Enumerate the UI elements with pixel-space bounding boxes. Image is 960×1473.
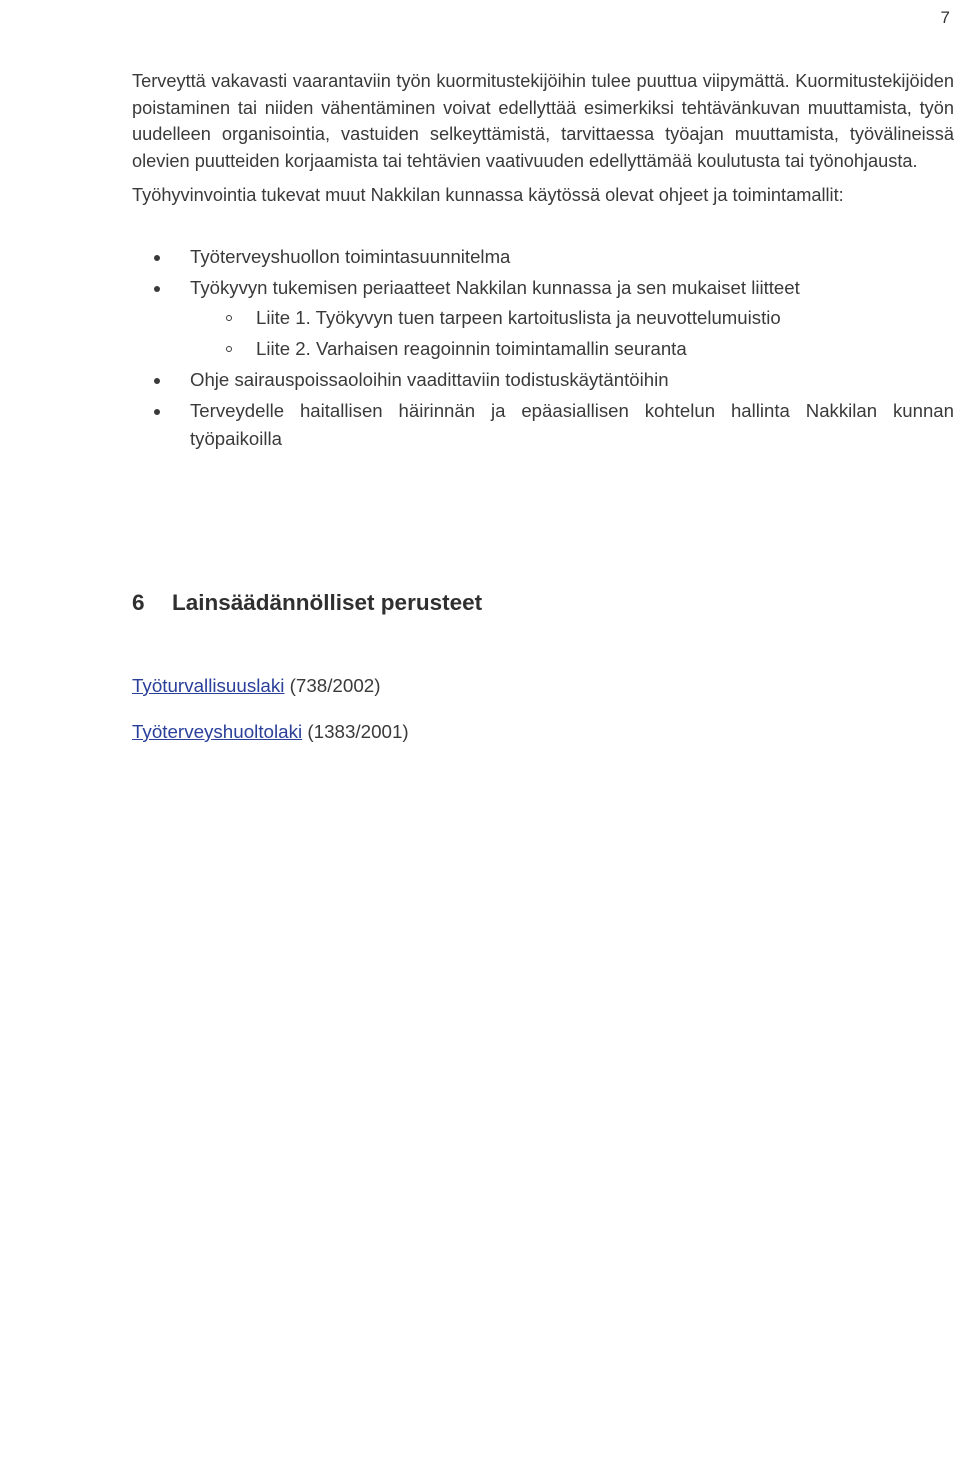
list-item-text: Työkyvyn tukemisen periaatteet Nakkilan kunnassa ja sen mukaiset liitteet (190, 276, 800, 298)
list-item-text: Terveydelle haitallisen häirinnän ja epäasiallisen kohtelun hallinta Nakkilan kunnan työpaikoilla (190, 399, 954, 449)
attachments-sublist (190, 304, 954, 363)
list-item-text: Ohje sairauspoissaoloihin vaadittaviin todistuskäytäntöihin (190, 368, 669, 390)
bullet-icon (154, 409, 160, 415)
section-title: Lainsäädännölliset perusteet (172, 590, 483, 615)
page-number: 7 (940, 8, 950, 27)
list-item (132, 397, 954, 453)
guides-list (132, 243, 954, 453)
list-item (132, 243, 954, 271)
paragraph-wellbeing-guides: Työhyvinvointia tukevat muut Nakkilan kunnassa käytössä olevat ohjeet ja toimintamallit: (132, 185, 844, 206)
bullet-icon (154, 378, 160, 384)
circle-bullet-icon (226, 315, 232, 321)
list-item (132, 366, 954, 394)
sublist-item-text: Liite 2. Varhaisen reagoinnin toimintamallin seuranta (256, 337, 687, 359)
body-content (132, 68, 954, 456)
law-link-tyoterveyshuoltolaki[interactable]: Työterveyshuoltolaki (132, 721, 303, 742)
law-reference (132, 719, 409, 745)
circle-bullet-icon (226, 346, 232, 352)
paragraph-workload: Terveyttä vakavasti vaarantaviin työn kuormitustekijöihin tulee puuttua viipymättä. Kuormitustekijöiden poistaminen tai niiden vähentäminen voivat edellyttää esimerkiksi tehtävänkuvan muuttamista, työn uudelleen organisointia, vastuiden selkeyttämistä, tarvittaessa työajan muuttamista, työvälineissä olevien puutteiden korjaamista tai tehtävien vaativuuden edellyttämää koulutusta tai työnohjausta. (132, 71, 954, 171)
section-number: 6 (132, 590, 145, 615)
list-item-text: Työterveyshuollon toimintasuunnitelma (190, 245, 511, 267)
law-link-tyoturvallisuuslaki[interactable]: Työturvallisuuslaki (132, 675, 285, 696)
sublist-item (190, 304, 954, 332)
sublist-item-text: Liite 1. Työkyvyn tuen tarpeen kartoituslista ja neuvottelumuistio (256, 306, 781, 328)
bullet-icon (154, 255, 160, 261)
list-item (132, 274, 954, 363)
law-number: (1383/2001) (302, 721, 409, 742)
section-heading (132, 590, 482, 616)
law-reference (132, 673, 380, 699)
law-number: (738/2002) (284, 675, 381, 696)
sublist-item (190, 335, 954, 363)
bullet-icon (154, 286, 160, 292)
